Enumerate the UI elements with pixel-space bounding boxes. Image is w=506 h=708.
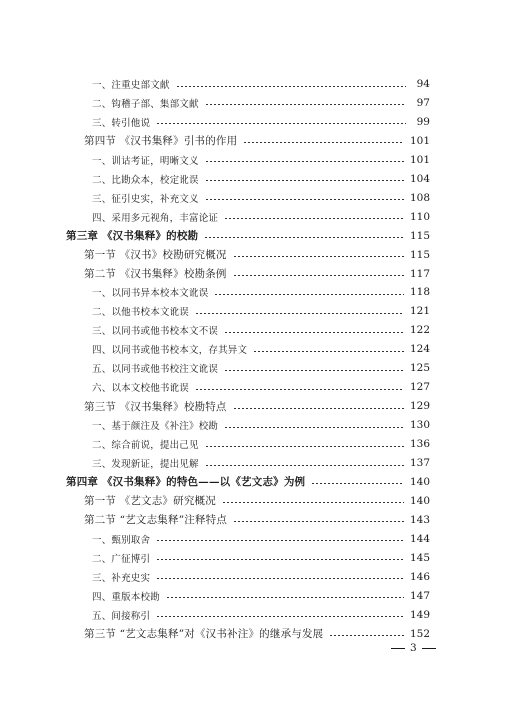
- toc-entry-title: 二、比勘众本，校定讹误: [92, 174, 199, 186]
- toc-entry-page: 122: [409, 324, 430, 337]
- toc-section-entry: [84, 266, 430, 282]
- toc-entry-title: 一、注重史部文献: [92, 80, 170, 91]
- dot-leader: [205, 180, 404, 181]
- toc-entry-page: 121: [409, 305, 430, 318]
- toc-section-entry: [84, 398, 430, 414]
- footer-dash-left: [391, 648, 405, 649]
- dot-leader: [224, 370, 404, 371]
- toc-subsection-entry: [92, 455, 430, 471]
- toc-entry-title: 第一节 《汉书》校勘研究概况: [84, 249, 227, 262]
- toc-subsection-entry: [92, 209, 430, 225]
- toc-entry-page: 94: [416, 78, 430, 90]
- page-footer: [386, 642, 441, 654]
- toc-entry-page: 146: [409, 570, 430, 583]
- toc-entry-page: 137: [409, 457, 430, 469]
- toc-section-entry: [84, 626, 430, 642]
- dot-leader: [329, 635, 404, 636]
- toc-entry-page: 115: [409, 248, 430, 261]
- dot-leader: [156, 578, 404, 579]
- toc-entry-title: 第二节 “艺文志集释”注释特点: [84, 514, 228, 527]
- dot-leader: [204, 237, 404, 238]
- dot-leader: [195, 313, 404, 314]
- toc-entry-title: 第三节 “艺文志集释”对《汉书补注》的继承与发展: [84, 628, 324, 641]
- toc-subsection-entry: [92, 550, 430, 566]
- dot-leader: [233, 256, 404, 257]
- toc-chapter-entry: [66, 474, 430, 490]
- dot-leader: [156, 123, 406, 124]
- toc-entry-title: 二、钩稽子部、集部文献: [92, 98, 199, 110]
- toc-entry-page: 97: [416, 96, 430, 109]
- dot-leader: [224, 218, 404, 219]
- dot-leader: [253, 351, 404, 352]
- dot-leader: [224, 332, 404, 333]
- toc-subsection-entry: [92, 190, 430, 206]
- toc-subsection-entry: [92, 284, 430, 300]
- toc-entry-page: 115: [409, 229, 430, 242]
- toc-entry-page: 101: [409, 153, 430, 166]
- toc-entry-title: 第四章 《汉书集释》的特色——以《艺文志》为例: [66, 476, 306, 489]
- toc-subsection-entry: [92, 95, 430, 111]
- toc-entry-page: 124: [409, 343, 430, 356]
- page-number: 3: [410, 642, 417, 654]
- toc-subsection-entry: [92, 341, 430, 357]
- toc-subsection-entry: [92, 360, 430, 376]
- toc-subsection-entry: [92, 607, 430, 623]
- toc-subsection-entry: [92, 114, 430, 130]
- toc-entry-page: 129: [409, 400, 430, 413]
- toc-entry-page: 127: [409, 381, 430, 394]
- toc-entry-title: 三、发现新证，提出见解: [92, 459, 199, 470]
- toc-entry-title: 一、甄别取舍: [92, 534, 151, 546]
- dot-leader: [224, 427, 404, 428]
- dot-leader: [233, 275, 404, 276]
- toc-entry-page: 152: [409, 627, 430, 640]
- toc-entry-title: 三、以同书或他书校本文不误: [92, 326, 219, 338]
- toc-entry-title: 三、补充史实: [92, 572, 151, 584]
- dot-leader: [205, 161, 404, 162]
- dot-leader: [166, 597, 404, 598]
- toc-section-entry: [84, 247, 430, 263]
- dot-leader: [205, 446, 404, 447]
- dot-leader: [156, 540, 404, 541]
- toc-entry-title: 一、训诂考证，明晰文义: [92, 155, 199, 167]
- toc-entry-page: 108: [409, 191, 430, 204]
- toc-entry-title: 一、基于颜注及《补注》校勘: [92, 421, 219, 433]
- toc-entry-title: 三、征引史实，补充文义: [92, 193, 199, 205]
- dot-leader: [233, 521, 404, 522]
- toc-section-entry: [84, 493, 430, 509]
- toc-entry-page: 118: [409, 286, 430, 299]
- toc-entry-page: 144: [409, 532, 430, 545]
- toc-entry-page: 143: [409, 513, 430, 526]
- dot-leader: [311, 483, 404, 484]
- dot-leader: [233, 408, 404, 409]
- toc-entry-title: 三、转引他说: [92, 117, 151, 129]
- toc-entry-page: 110: [409, 210, 430, 223]
- toc-entry-page: 101: [409, 134, 430, 147]
- toc-subsection-entry: [92, 417, 430, 433]
- toc-subsection-entry: [92, 76, 430, 92]
- toc-section-entry: [84, 133, 430, 149]
- dot-leader: [222, 502, 404, 503]
- toc-subsection-entry: [92, 303, 430, 319]
- toc-entry-page: 99: [416, 115, 430, 128]
- toc-subsection-entry: [92, 322, 430, 338]
- toc-entry-title: 四、重版本校勘: [92, 591, 160, 603]
- toc-entry-page: 125: [409, 362, 430, 375]
- toc-subsection-entry: [92, 569, 430, 585]
- toc-entry-title: 第四节 《汉书集释》引书的作用: [84, 135, 238, 148]
- toc-entry-title: 六、以本文校他书讹误: [92, 383, 190, 395]
- dot-leader: [156, 616, 404, 617]
- dot-leader: [205, 199, 404, 200]
- toc-entry-page: 145: [409, 551, 430, 564]
- toc-entry-page: 140: [409, 475, 430, 488]
- toc-entry-title: 五、以同书或他书校注文讹误: [92, 364, 219, 376]
- toc-subsection-entry: [92, 588, 430, 604]
- toc-entry-page: 147: [409, 589, 430, 602]
- toc-entry-page: 104: [409, 172, 430, 185]
- toc-entry-title: 四、采用多元视角，丰富论证: [92, 212, 219, 224]
- dot-leader: [176, 86, 406, 87]
- toc-entry-title: 第三节 《汉书集释》校勘特点: [84, 400, 227, 413]
- toc-subsection-entry: [92, 436, 430, 452]
- toc-section-entry: [84, 512, 430, 528]
- toc-entry-title: 第一节 《艺文志》研究概况: [84, 495, 216, 508]
- toc-entry-title: 二、以他书校本文讹误: [92, 307, 190, 319]
- toc-entry-title: 四、以同书或他书校本文，存其异文: [92, 345, 248, 357]
- dot-leader: [205, 465, 404, 466]
- toc-subsection-entry: [92, 531, 430, 547]
- toc-entry-title: 五、间接称引: [92, 610, 151, 622]
- toc-subsection-entry: [92, 152, 430, 168]
- toc-entry-title: 二、广征博引: [92, 553, 151, 565]
- toc-entry-page: 130: [409, 419, 430, 432]
- toc-entry-title: 一、以同书异本校本文讹误: [92, 288, 209, 300]
- dot-leader: [156, 559, 404, 560]
- toc-entry-title: 第二节 《汉书集释》校勘条例: [84, 268, 227, 280]
- toc-entry-page: 117: [409, 267, 430, 280]
- dot-leader: [214, 294, 404, 295]
- footer-dash-right: [422, 648, 436, 649]
- toc-subsection-entry: [92, 379, 430, 395]
- toc-entry-title: 二、综合前说，提出己见: [92, 440, 199, 452]
- dot-leader: [195, 389, 404, 390]
- toc-chapter-entry: [66, 228, 430, 244]
- toc-entry-page: 140: [409, 494, 430, 507]
- toc-entry-page: 149: [409, 608, 430, 621]
- dot-leader: [205, 104, 406, 105]
- dot-leader: [243, 142, 404, 143]
- toc-entry-title: 第三章 《汉书集释》的校勘: [66, 230, 199, 243]
- toc-subsection-entry: [92, 171, 430, 187]
- toc-entry-page: 136: [409, 438, 430, 451]
